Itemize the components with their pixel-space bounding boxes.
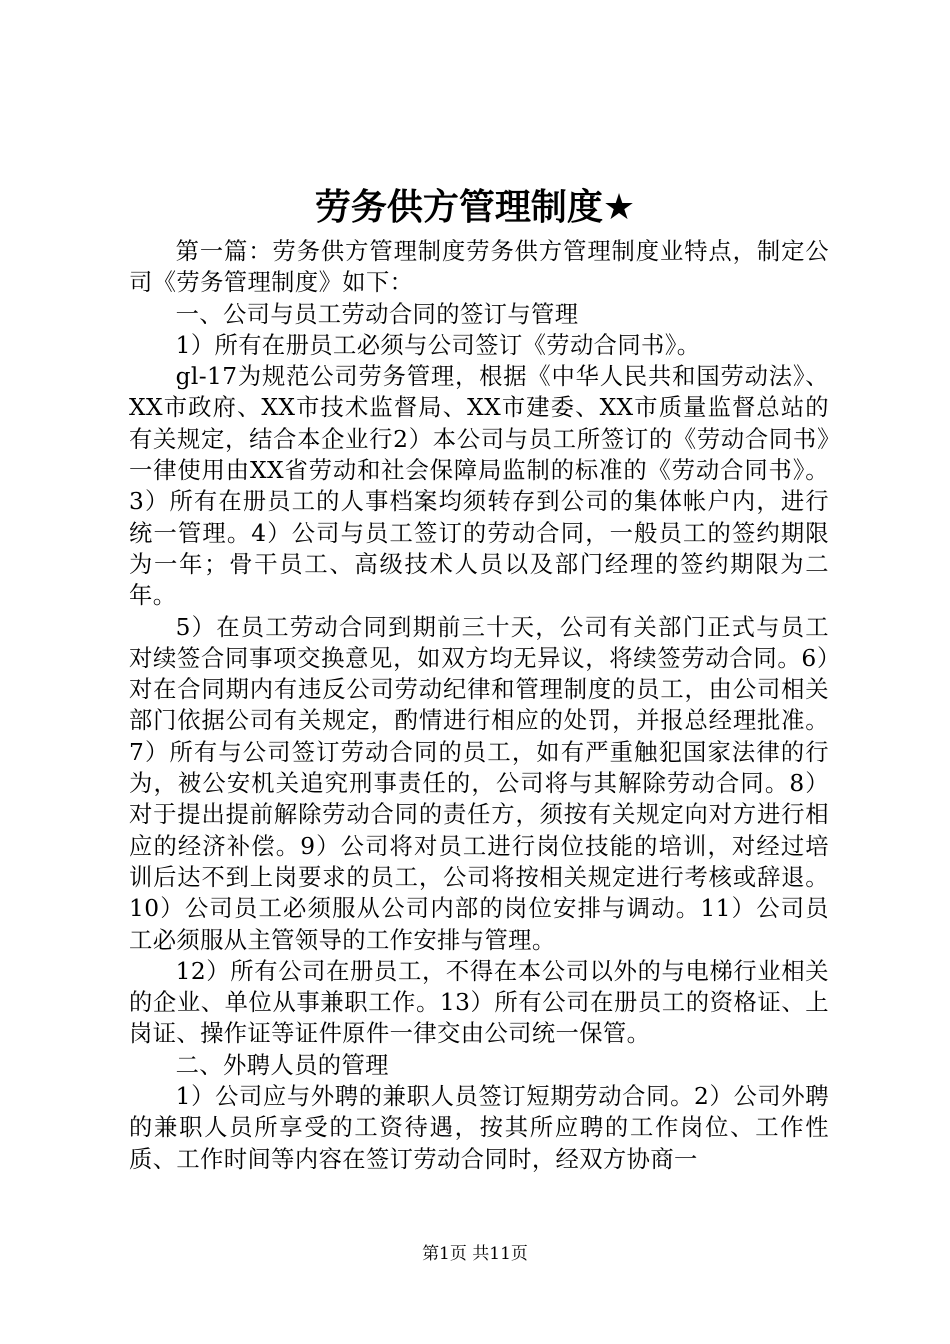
paragraph-item-1: 1）所有在册员工必须与公司签订《劳动合同书》。 — [175, 331, 701, 359]
section-heading-contracts: 一、公司与员工劳动合同的签订与管理 — [175, 300, 579, 328]
paragraph-items-12-13: 12）所有公司在册员工，不得在本公司以外的与电梯行业相关的企业、单位从事兼职工作。13）所有公司在册员工的资格证、上岗证、操作证等证件原件一律交由公司统一保管。 — [129, 957, 829, 1048]
document-title: 劳务供方管理制度★ — [314, 187, 636, 228]
document-body — [129, 236, 829, 1175]
section-heading-external-staff: 二、外聘人员的管理 — [175, 1051, 389, 1079]
paragraph-intro: 第一篇：劳务供方管理制度劳务供方管理制度业特点，制定公司《劳务管理制度》如下： — [129, 238, 829, 297]
paragraph-external-staff: 1）公司应与外聘的兼职人员签订短期劳动合同。2）公司外聘的兼职人员所享受的工资待遇，按其所应聘的工作岗位、工作性质、工作时间等内容在签订劳动合同时，经双方协商一 — [129, 1083, 829, 1173]
paragraph-regulations: gl-17为规范公司劳务管理，根据《中华人民共和国劳动法》、XX市政府、XX市技术监督局、XX市建委、XX市质量监督总站的有关规定，结合本企业行2）本公司与员工所签订的《劳动合同书》一律使用由XX省劳动和社会保障局监制的标准的《劳动合同书》。3）所有在册员工的人事档案均须转存到公司的集体帐户内，进行统一管理。4）公司与员工签订的劳动合同，一般员工的签约期限为一年；骨干员工、高级技术人员以及部门经理的签约期限为二年。 — [129, 363, 829, 610]
page-number-footer: 第1页 共11页 — [422, 1244, 528, 1264]
paragraph-items-5-11: 5）在员工劳动合同到期前三十天，公司有关部门正式与员工对续签合同事项交换意见，如双方均无异议，将续签劳动合同。6）对在合同期内有违反公司劳动纪律和管理制度的员工，由公司相关部门依据公司有关规定，酌情进行相应的处罚，并报总经理批准。7）所有与公司签订劳动合同的员工，如有严重触犯国家法律的行为，被公安机关追究刑事责任的，公司将与其解除劳动合同。8）对于提出提前解除劳动合同的责任方，须按有关规定向对方进行相应的经济补偿。9）公司将对员工进行岗位技能的培训，对经过培训后达不到上岗要求的员工，公司将按相关规定进行考核或辞退。10）公司员工必须服从公司内部的岗位安排与调动。11）公司员工必须服从主管领导的工作安排与管理。 — [129, 613, 829, 954]
